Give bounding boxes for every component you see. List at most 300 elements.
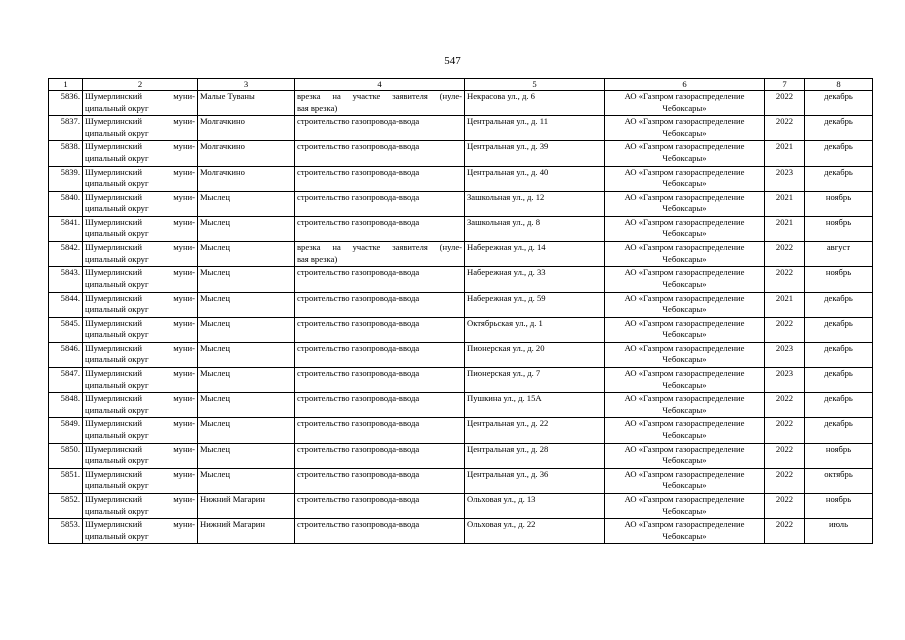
year: 2021 — [775, 292, 794, 303]
page-number: 547 — [444, 55, 461, 67]
settlement: Мыслец — [200, 418, 230, 429]
month: июль — [828, 519, 848, 530]
organization-cell — [605, 317, 765, 342]
work-type-cell — [295, 317, 465, 342]
row-number: 5850. — [60, 443, 80, 454]
work-type-line: строительство газопровода-ввода — [297, 368, 420, 379]
work-type-cell — [295, 368, 465, 393]
row-number-cell — [49, 267, 83, 292]
work-type-line: строительство газопровода-ввода — [297, 166, 420, 177]
organization-line: АО «Газпром газораспределение — [624, 91, 745, 101]
district-cell — [83, 317, 198, 342]
month-cell — [805, 443, 873, 468]
work-type-line: строительство газопровода-ввода — [297, 267, 420, 278]
address: Октябрьская ул., д. 1 — [467, 317, 543, 328]
year: 2022 — [775, 267, 794, 278]
row-number: 5844. — [60, 292, 80, 303]
year-cell — [765, 317, 805, 342]
work-type-cell — [295, 216, 465, 241]
work-type-line: строительство газопровода-ввода — [297, 519, 420, 530]
month-cell — [805, 342, 873, 367]
organization-cell — [605, 468, 765, 493]
organization-cell — [605, 393, 765, 418]
register-table — [48, 78, 873, 544]
month: ноябрь — [825, 267, 852, 278]
organization-cell — [605, 267, 765, 292]
district-line: ципальный округ — [85, 152, 149, 163]
year: 2022 — [775, 242, 794, 253]
settlement-cell — [198, 216, 295, 241]
organization-line: Чебоксары» — [662, 530, 707, 541]
month-cell — [805, 468, 873, 493]
organization-line: АО «Газпром газораспределение — [624, 393, 745, 404]
organization-line: АО «Газпром газораспределение — [624, 519, 745, 530]
district-line: ципальный округ — [85, 329, 149, 340]
work-type-line: строительство газопровода-ввода — [297, 443, 420, 454]
district-line: Шумерлинский муни- — [85, 91, 195, 101]
row-number: 5847. — [60, 368, 80, 379]
month: декабрь — [824, 368, 853, 379]
district-cell — [83, 519, 198, 544]
organization-line: Чебоксары» — [662, 228, 707, 239]
table-row — [49, 519, 873, 544]
table-row — [49, 443, 873, 468]
year: 2022 — [775, 443, 794, 454]
address-cell — [465, 393, 605, 418]
table-row — [49, 116, 873, 141]
month: декабрь — [824, 116, 853, 127]
row-number-cell — [49, 393, 83, 418]
month: ноябрь — [825, 494, 852, 504]
organization-line: АО «Газпром газораспределение — [624, 166, 745, 177]
district-cell — [83, 166, 198, 191]
district-line: Шумерлинский муни- — [85, 494, 195, 504]
row-number: 5838. — [60, 141, 80, 152]
work-type-line: врезка на участке заявителя (нуле- — [297, 242, 462, 253]
address-cell — [465, 494, 605, 519]
table-row — [49, 166, 873, 191]
district-line: ципальный округ — [85, 228, 149, 239]
district-cell — [83, 216, 198, 241]
month-cell — [805, 368, 873, 393]
address-cell — [465, 519, 605, 544]
district-line: ципальный округ — [85, 127, 149, 138]
year: 2022 — [775, 519, 794, 530]
district-line: Шумерлинский муни- — [85, 368, 195, 379]
address-cell — [465, 216, 605, 241]
work-type-line: строительство газопровода-ввода — [297, 342, 420, 353]
year-cell — [765, 116, 805, 141]
year: 2021 — [775, 141, 794, 152]
table-row — [49, 317, 873, 342]
work-type-line: строительство газопровода-ввода — [297, 216, 420, 227]
district-cell — [83, 468, 198, 493]
year-cell — [765, 91, 805, 116]
address-cell — [465, 141, 605, 166]
address: Центральная ул., д. 39 — [467, 141, 549, 152]
year: 2022 — [775, 494, 794, 504]
row-number: 5849. — [60, 418, 80, 429]
work-type-line: строительство газопровода-ввода — [297, 292, 420, 303]
organization-line: АО «Газпром газораспределение — [624, 116, 745, 127]
month-cell — [805, 393, 873, 418]
settlement-cell — [198, 91, 295, 116]
row-number: 5845. — [60, 317, 80, 328]
organization-line: Чебоксары» — [662, 304, 707, 314]
address: Набережная ул., д. 33 — [467, 267, 546, 278]
settlement: Мыслец — [200, 292, 230, 303]
address: Зашкольная ул., д. 8 — [467, 216, 541, 227]
work-type-cell — [295, 519, 465, 544]
year: 2022 — [775, 393, 794, 404]
work-type-line: строительство газопровода-ввода — [297, 418, 420, 429]
year-cell — [765, 267, 805, 292]
settlement: Мыслец — [200, 216, 230, 227]
year: 2022 — [775, 468, 794, 479]
district-line: Шумерлинский муни- — [85, 141, 195, 152]
row-number: 5852. — [60, 494, 80, 504]
column-header: 5 — [465, 79, 605, 91]
month: декабрь — [824, 141, 853, 152]
month-cell — [805, 242, 873, 267]
organization-line: АО «Газпром газораспределение — [624, 191, 745, 202]
address-cell — [465, 242, 605, 267]
month: октябрь — [824, 468, 853, 479]
month-cell — [805, 494, 873, 519]
organization-line: Чебоксары» — [662, 102, 707, 113]
settlement: Мыслец — [200, 368, 230, 379]
row-number: 5840. — [60, 191, 80, 202]
organization-cell — [605, 443, 765, 468]
row-number: 5842. — [60, 242, 80, 253]
settlement-cell — [198, 494, 295, 519]
district-cell — [83, 242, 198, 267]
table-row — [49, 267, 873, 292]
header-row — [49, 79, 873, 91]
year-cell — [765, 342, 805, 367]
work-type-line: строительство газопровода-ввода — [297, 116, 420, 127]
year: 2023 — [775, 166, 794, 177]
work-type-cell — [295, 468, 465, 493]
work-type-line: вая врезка) — [297, 253, 338, 264]
address-cell — [465, 317, 605, 342]
organization-line: Чебоксары» — [662, 152, 707, 163]
row-number-cell — [49, 91, 83, 116]
table-row — [49, 368, 873, 393]
row-number-cell — [49, 216, 83, 241]
district-line: Шумерлинский муни- — [85, 267, 195, 278]
month: ноябрь — [825, 443, 852, 454]
address: Пионерская ул., д. 7 — [467, 368, 541, 379]
column-header: 3 — [198, 79, 295, 91]
month-cell — [805, 317, 873, 342]
district-line: Шумерлинский муни- — [85, 116, 195, 127]
address-cell — [465, 368, 605, 393]
district-line: ципальный округ — [85, 455, 149, 466]
month: ноябрь — [825, 216, 852, 227]
settlement-cell — [198, 267, 295, 292]
district-cell — [83, 418, 198, 443]
settlement: Молгачкино — [200, 141, 245, 152]
row-number-cell — [49, 443, 83, 468]
table-row — [49, 292, 873, 317]
district-line: Шумерлинский муни- — [85, 166, 195, 177]
settlement: Мыслец — [200, 468, 230, 479]
district-line: Шумерлинский муни- — [85, 216, 195, 227]
settlement: Малые Туваны — [200, 91, 255, 101]
row-number-cell — [49, 494, 83, 519]
organization-line: Чебоксары» — [662, 480, 707, 491]
district-line: Шумерлинский муни- — [85, 418, 195, 429]
year-cell — [765, 519, 805, 544]
address-cell — [465, 191, 605, 216]
row-number-cell — [49, 141, 83, 166]
district-line: ципальный округ — [85, 178, 149, 189]
year-cell — [765, 292, 805, 317]
column-header: 7 — [765, 79, 805, 91]
work-type-cell — [295, 91, 465, 116]
year-cell — [765, 191, 805, 216]
district-line: ципальный округ — [85, 304, 149, 314]
table-row — [49, 468, 873, 493]
table-row — [49, 342, 873, 367]
organization-line: Чебоксары» — [662, 253, 707, 264]
settlement-cell — [198, 368, 295, 393]
address: Пионерская ул., д. 20 — [467, 342, 545, 353]
column-header: 1 — [49, 79, 83, 91]
month-cell — [805, 91, 873, 116]
month-cell — [805, 519, 873, 544]
organization-cell — [605, 418, 765, 443]
year: 2023 — [775, 368, 794, 379]
organization-line: АО «Газпром газораспределение — [624, 494, 745, 504]
district-cell — [83, 141, 198, 166]
organization-cell — [605, 191, 765, 216]
address-cell — [465, 468, 605, 493]
organization-cell — [605, 216, 765, 241]
address: Пушкина ул., д. 15А — [467, 393, 542, 404]
district-line: Шумерлинский муни- — [85, 191, 195, 202]
district-line: Шумерлинский муни- — [85, 242, 195, 253]
organization-line: АО «Газпром газораспределение — [624, 317, 745, 328]
district-line: Шумерлинский муни- — [85, 342, 195, 353]
year-cell — [765, 166, 805, 191]
work-type-cell — [295, 242, 465, 267]
district-line: ципальный округ — [85, 278, 149, 289]
organization-line: АО «Газпром газораспределение — [624, 418, 745, 429]
district-cell — [83, 292, 198, 317]
work-type-line: врезка на участке заявителя (нуле- — [297, 91, 462, 101]
organization-line: Чебоксары» — [662, 127, 707, 138]
organization-cell — [605, 91, 765, 116]
organization-cell — [605, 494, 765, 519]
address-cell — [465, 267, 605, 292]
address-cell — [465, 342, 605, 367]
district-cell — [83, 116, 198, 141]
row-number: 5837. — [60, 116, 80, 127]
row-number-cell — [49, 418, 83, 443]
organization-line: Чебоксары» — [662, 278, 707, 289]
month: декабрь — [824, 342, 853, 353]
district-cell — [83, 393, 198, 418]
row-number: 5846. — [60, 342, 80, 353]
settlement-cell — [198, 116, 295, 141]
district-line: Шумерлинский муни- — [85, 519, 195, 530]
work-type-line: строительство газопровода-ввода — [297, 317, 420, 328]
year: 2022 — [775, 317, 794, 328]
table-row — [49, 242, 873, 267]
row-number: 5853. — [60, 519, 80, 530]
table-row — [49, 141, 873, 166]
month-cell — [805, 418, 873, 443]
organization-line: Чебоксары» — [662, 203, 707, 214]
settlement: Молгачкино — [200, 166, 245, 177]
organization-line: АО «Газпром газораспределение — [624, 292, 745, 303]
organization-cell — [605, 519, 765, 544]
column-header: 6 — [605, 79, 765, 91]
organization-line: АО «Газпром газораспределение — [624, 443, 745, 454]
settlement-cell — [198, 242, 295, 267]
address: Зашкольная ул., д. 12 — [467, 191, 545, 202]
organization-line: АО «Газпром газораспределение — [624, 342, 745, 353]
work-type-cell — [295, 393, 465, 418]
address: Центральная ул., д. 40 — [467, 166, 549, 177]
year: 2021 — [775, 216, 794, 227]
organization-line: АО «Газпром газораспределение — [624, 216, 745, 227]
row-number: 5851. — [60, 468, 80, 479]
address-cell — [465, 166, 605, 191]
month-cell — [805, 191, 873, 216]
month: декабрь — [824, 292, 853, 303]
work-type-line: строительство газопровода-ввода — [297, 494, 420, 504]
organization-cell — [605, 342, 765, 367]
settlement-cell — [198, 468, 295, 493]
year-cell — [765, 393, 805, 418]
address: Набережная ул., д. 59 — [467, 292, 546, 303]
row-number-cell — [49, 166, 83, 191]
settlement: Мыслец — [200, 191, 230, 202]
district-line: ципальный округ — [85, 429, 149, 440]
district-line: Шумерлинский муни- — [85, 468, 195, 479]
settlement: Молгачкино — [200, 116, 245, 127]
work-type-line: вая врезка) — [297, 102, 338, 113]
address-cell — [465, 443, 605, 468]
address: Центральная ул., д. 36 — [467, 468, 549, 479]
month: декабрь — [824, 393, 853, 404]
work-type-line: строительство газопровода-ввода — [297, 191, 420, 202]
district-cell — [83, 368, 198, 393]
year: 2022 — [775, 116, 794, 127]
organization-line: Чебоксары» — [662, 429, 707, 440]
month: декабрь — [824, 91, 853, 101]
district-cell — [83, 494, 198, 519]
settlement: Мыслец — [200, 342, 230, 353]
district-cell — [83, 443, 198, 468]
organization-cell — [605, 242, 765, 267]
address: Набережная ул., д. 14 — [467, 242, 546, 253]
row-number-cell — [49, 116, 83, 141]
row-number: 5843. — [60, 267, 80, 278]
table-row — [49, 494, 873, 519]
month-cell — [805, 292, 873, 317]
row-number-cell — [49, 292, 83, 317]
address: Центральная ул., д. 11 — [467, 116, 548, 127]
table-row — [49, 191, 873, 216]
work-type-line: строительство газопровода-ввода — [297, 141, 420, 152]
district-line: ципальный округ — [85, 505, 149, 516]
settlement-cell — [198, 292, 295, 317]
district-line: Шумерлинский муни- — [85, 393, 195, 404]
settlement-cell — [198, 393, 295, 418]
month: декабрь — [824, 418, 853, 429]
district-line: Шумерлинский муни- — [85, 443, 195, 454]
year: 2022 — [775, 91, 794, 101]
organization-line: Чебоксары» — [662, 178, 707, 189]
address: Центральная ул., д. 28 — [467, 443, 549, 454]
address: Некрасова ул., д. 6 — [467, 91, 535, 101]
organization-cell — [605, 292, 765, 317]
settlement-cell — [198, 342, 295, 367]
work-type-cell — [295, 342, 465, 367]
settlement: Мыслец — [200, 443, 230, 454]
work-type-cell — [295, 116, 465, 141]
settlement-cell — [198, 191, 295, 216]
district-line: ципальный округ — [85, 530, 149, 541]
organization-line: АО «Газпром газораспределение — [624, 468, 745, 479]
district-cell — [83, 342, 198, 367]
organization-line: Чебоксары» — [662, 505, 707, 516]
work-type-cell — [295, 418, 465, 443]
settlement-cell — [198, 418, 295, 443]
year-cell — [765, 468, 805, 493]
settlement-cell — [198, 519, 295, 544]
column-header: 2 — [83, 79, 198, 91]
address-cell — [465, 418, 605, 443]
organization-line: Чебоксары» — [662, 354, 707, 365]
organization-line: АО «Газпром газораспределение — [624, 141, 745, 152]
work-type-cell — [295, 267, 465, 292]
district-line: ципальный округ — [85, 404, 149, 415]
year-cell — [765, 368, 805, 393]
work-type-cell — [295, 494, 465, 519]
district-line: ципальный округ — [85, 480, 149, 491]
settlement: Мыслец — [200, 317, 230, 328]
district-line: ципальный округ — [85, 203, 149, 214]
settlement: Нижний Магарин — [200, 494, 265, 504]
district-line: ципальный округ — [85, 354, 149, 365]
district-line: ципальный округ — [85, 253, 149, 264]
district-line: Шумерлинский муни- — [85, 317, 195, 328]
row-number-cell — [49, 242, 83, 267]
year: 2022 — [775, 418, 794, 429]
district-cell — [83, 91, 198, 116]
work-type-line: строительство газопровода-ввода — [297, 468, 420, 479]
row-number-cell — [49, 468, 83, 493]
row-number: 5841. — [60, 216, 80, 227]
organization-line: АО «Газпром газораспределение — [624, 267, 745, 278]
district-line: Шумерлинский муни- — [85, 292, 195, 303]
address: Ольховая ул., д. 13 — [467, 494, 536, 504]
address-cell — [465, 116, 605, 141]
settlement-cell — [198, 141, 295, 166]
year-cell — [765, 242, 805, 267]
settlement: Нижний Магарин — [200, 519, 265, 530]
year-cell — [765, 141, 805, 166]
row-number: 5836. — [60, 91, 80, 101]
month: декабрь — [824, 166, 853, 177]
column-header: 4 — [295, 79, 465, 91]
month-cell — [805, 216, 873, 241]
